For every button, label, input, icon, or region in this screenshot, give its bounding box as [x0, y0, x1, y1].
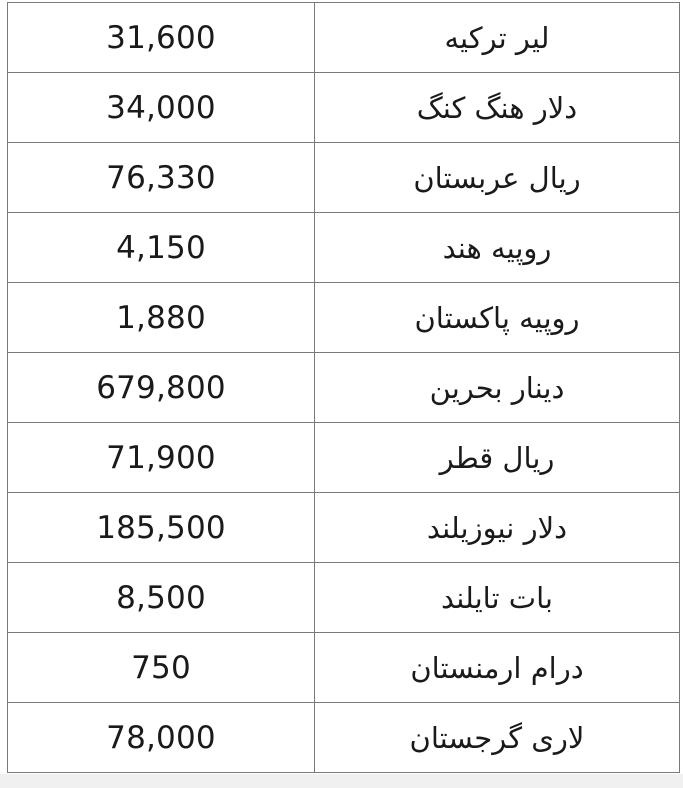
currency-name-cell: روپیه پاکستان — [315, 283, 680, 353]
currency-name-cell: لاری گرجستان — [315, 703, 680, 773]
currency-rate-table — [7, 2, 680, 773]
price-cell: 76,330 — [8, 143, 315, 213]
price-cell: 31,600 — [8, 3, 315, 73]
bottom-strip — [0, 774, 683, 788]
table-row — [8, 143, 680, 213]
currency-name-cell: بات تایلند — [315, 563, 680, 633]
table-row — [8, 283, 680, 353]
table-row — [8, 633, 680, 703]
price-cell: 4,150 — [8, 213, 315, 283]
currency-name-cell: دینار بحرین — [315, 353, 680, 423]
price-cell: 679,800 — [8, 353, 315, 423]
currency-name-cell: ریال قطر — [315, 423, 680, 493]
price-cell: 71,900 — [8, 423, 315, 493]
table-row — [8, 423, 680, 493]
price-cell: 78,000 — [8, 703, 315, 773]
table-row — [8, 703, 680, 773]
price-cell: 34,000 — [8, 73, 315, 143]
currency-name-cell: ریال عربستان — [315, 143, 680, 213]
table-row — [8, 563, 680, 633]
price-cell: 1,880 — [8, 283, 315, 353]
price-cell: 8,500 — [8, 563, 315, 633]
currency-name-cell: دلار نیوزیلند — [315, 493, 680, 563]
table-row — [8, 493, 680, 563]
currency-name-cell: روپیه هند — [315, 213, 680, 283]
price-cell: 185,500 — [8, 493, 315, 563]
table-row — [8, 3, 680, 73]
currency-name-cell: لیر ترکیه — [315, 3, 680, 73]
currency-name-cell: دلار هنگ کنگ — [315, 73, 680, 143]
table-row — [8, 73, 680, 143]
price-cell: 750 — [8, 633, 315, 703]
currency-name-cell: درام ارمنستان — [315, 633, 680, 703]
table-row — [8, 213, 680, 283]
table-row — [8, 353, 680, 423]
